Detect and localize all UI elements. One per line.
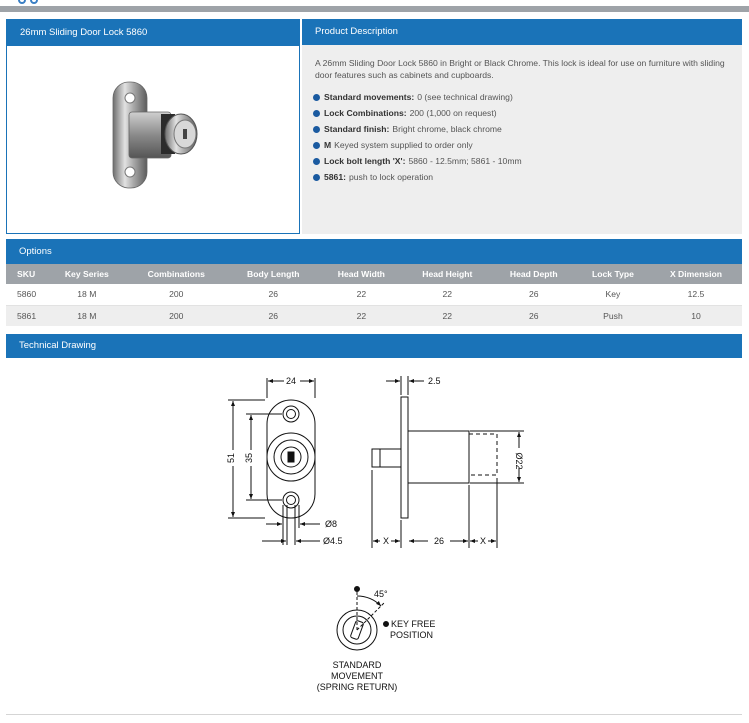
table-cell: 26 bbox=[227, 284, 320, 305]
header-cell: SKU bbox=[6, 264, 48, 284]
body-label: 26 bbox=[433, 536, 445, 546]
key-free-label-2: POSITION bbox=[390, 630, 434, 640]
feature-item: Lock Combinations: 200 (1,000 on request) bbox=[313, 105, 733, 121]
table-cell: 18 M bbox=[48, 284, 126, 305]
bolt-label-2: X bbox=[479, 536, 487, 546]
standard-label-2: MOVEMENT bbox=[330, 671, 384, 681]
table-cell: 26 bbox=[227, 305, 320, 326]
table-cell: 200 bbox=[126, 305, 227, 326]
table-cell: Key bbox=[576, 284, 650, 305]
table-cell: 22 bbox=[320, 284, 403, 305]
header-cell: Combinations bbox=[126, 264, 227, 284]
table-cell: 200 bbox=[126, 284, 227, 305]
description-text: A 26mm Sliding Door Lock 5860 in Bright or Black Chrome. This lock is ideal for use on furniture with sliding door features such as cabinets and cupboards. bbox=[315, 58, 725, 80]
side-view bbox=[372, 376, 524, 548]
feature-item: Standard movements: 0 (see technical drawing) bbox=[313, 89, 733, 105]
header-cell: Key Series bbox=[48, 264, 126, 284]
header-cell: Lock Type bbox=[576, 264, 650, 284]
hole-dia-1-label: Ø8 bbox=[325, 519, 338, 529]
header-cell: Head Height bbox=[403, 264, 492, 284]
feature-item: 5861: push to lock operation bbox=[313, 169, 733, 185]
header-cell: X Dimension bbox=[650, 264, 742, 284]
standard-label-1: STANDARD bbox=[332, 660, 382, 670]
options-title: Options bbox=[6, 239, 742, 264]
table-cell: 26 bbox=[492, 305, 576, 326]
table-cell: 10 bbox=[650, 305, 742, 326]
table-cell: 5861 bbox=[6, 305, 48, 326]
feature-item: Lock bolt length 'X': 5860 - 12.5mm; 5861 - 10mm bbox=[313, 153, 733, 169]
table-cell: 26 bbox=[492, 284, 576, 305]
standard-label-3: (SPRING RETURN) bbox=[316, 682, 398, 692]
height-label: 51 bbox=[226, 452, 236, 464]
header-cell: Head Depth bbox=[492, 264, 576, 284]
front-view bbox=[228, 378, 320, 545]
feature-item: Standard finish: Bright chrome, black chrome bbox=[313, 121, 733, 137]
table-cell: Push bbox=[576, 305, 650, 326]
bolt-label: X bbox=[382, 536, 390, 546]
plate-label: 2.5 bbox=[428, 376, 441, 386]
header-cell: Body Length bbox=[227, 264, 320, 284]
table-cell: 22 bbox=[320, 305, 403, 326]
product-panel-title: 26mm Sliding Door Lock 5860 bbox=[7, 20, 299, 46]
table-cell: 12.5 bbox=[650, 284, 742, 305]
key-free-label-1: KEY FREE bbox=[391, 619, 436, 629]
technical-drawing-title: Technical Drawing bbox=[6, 334, 742, 358]
table-cell: 22 bbox=[403, 284, 492, 305]
description-panel-title: Product Description bbox=[302, 19, 742, 45]
table-cell: 18 M bbox=[48, 305, 126, 326]
angle-label: 45° bbox=[374, 589, 388, 599]
width-label: 24 bbox=[285, 376, 297, 386]
header-cell: Head Width bbox=[320, 264, 403, 284]
head-dia-label: Ø22 bbox=[514, 452, 524, 470]
hole-spacing-label: 35 bbox=[244, 452, 254, 464]
table-cell: 22 bbox=[403, 305, 492, 326]
hole-dia-2-label: Ø4.5 bbox=[323, 536, 343, 546]
drawing-labels bbox=[226, 376, 524, 692]
bottom-rule bbox=[6, 714, 742, 715]
table-cell: 5860 bbox=[6, 284, 48, 305]
feature-item: M Keyed system supplied to order only bbox=[313, 137, 733, 153]
